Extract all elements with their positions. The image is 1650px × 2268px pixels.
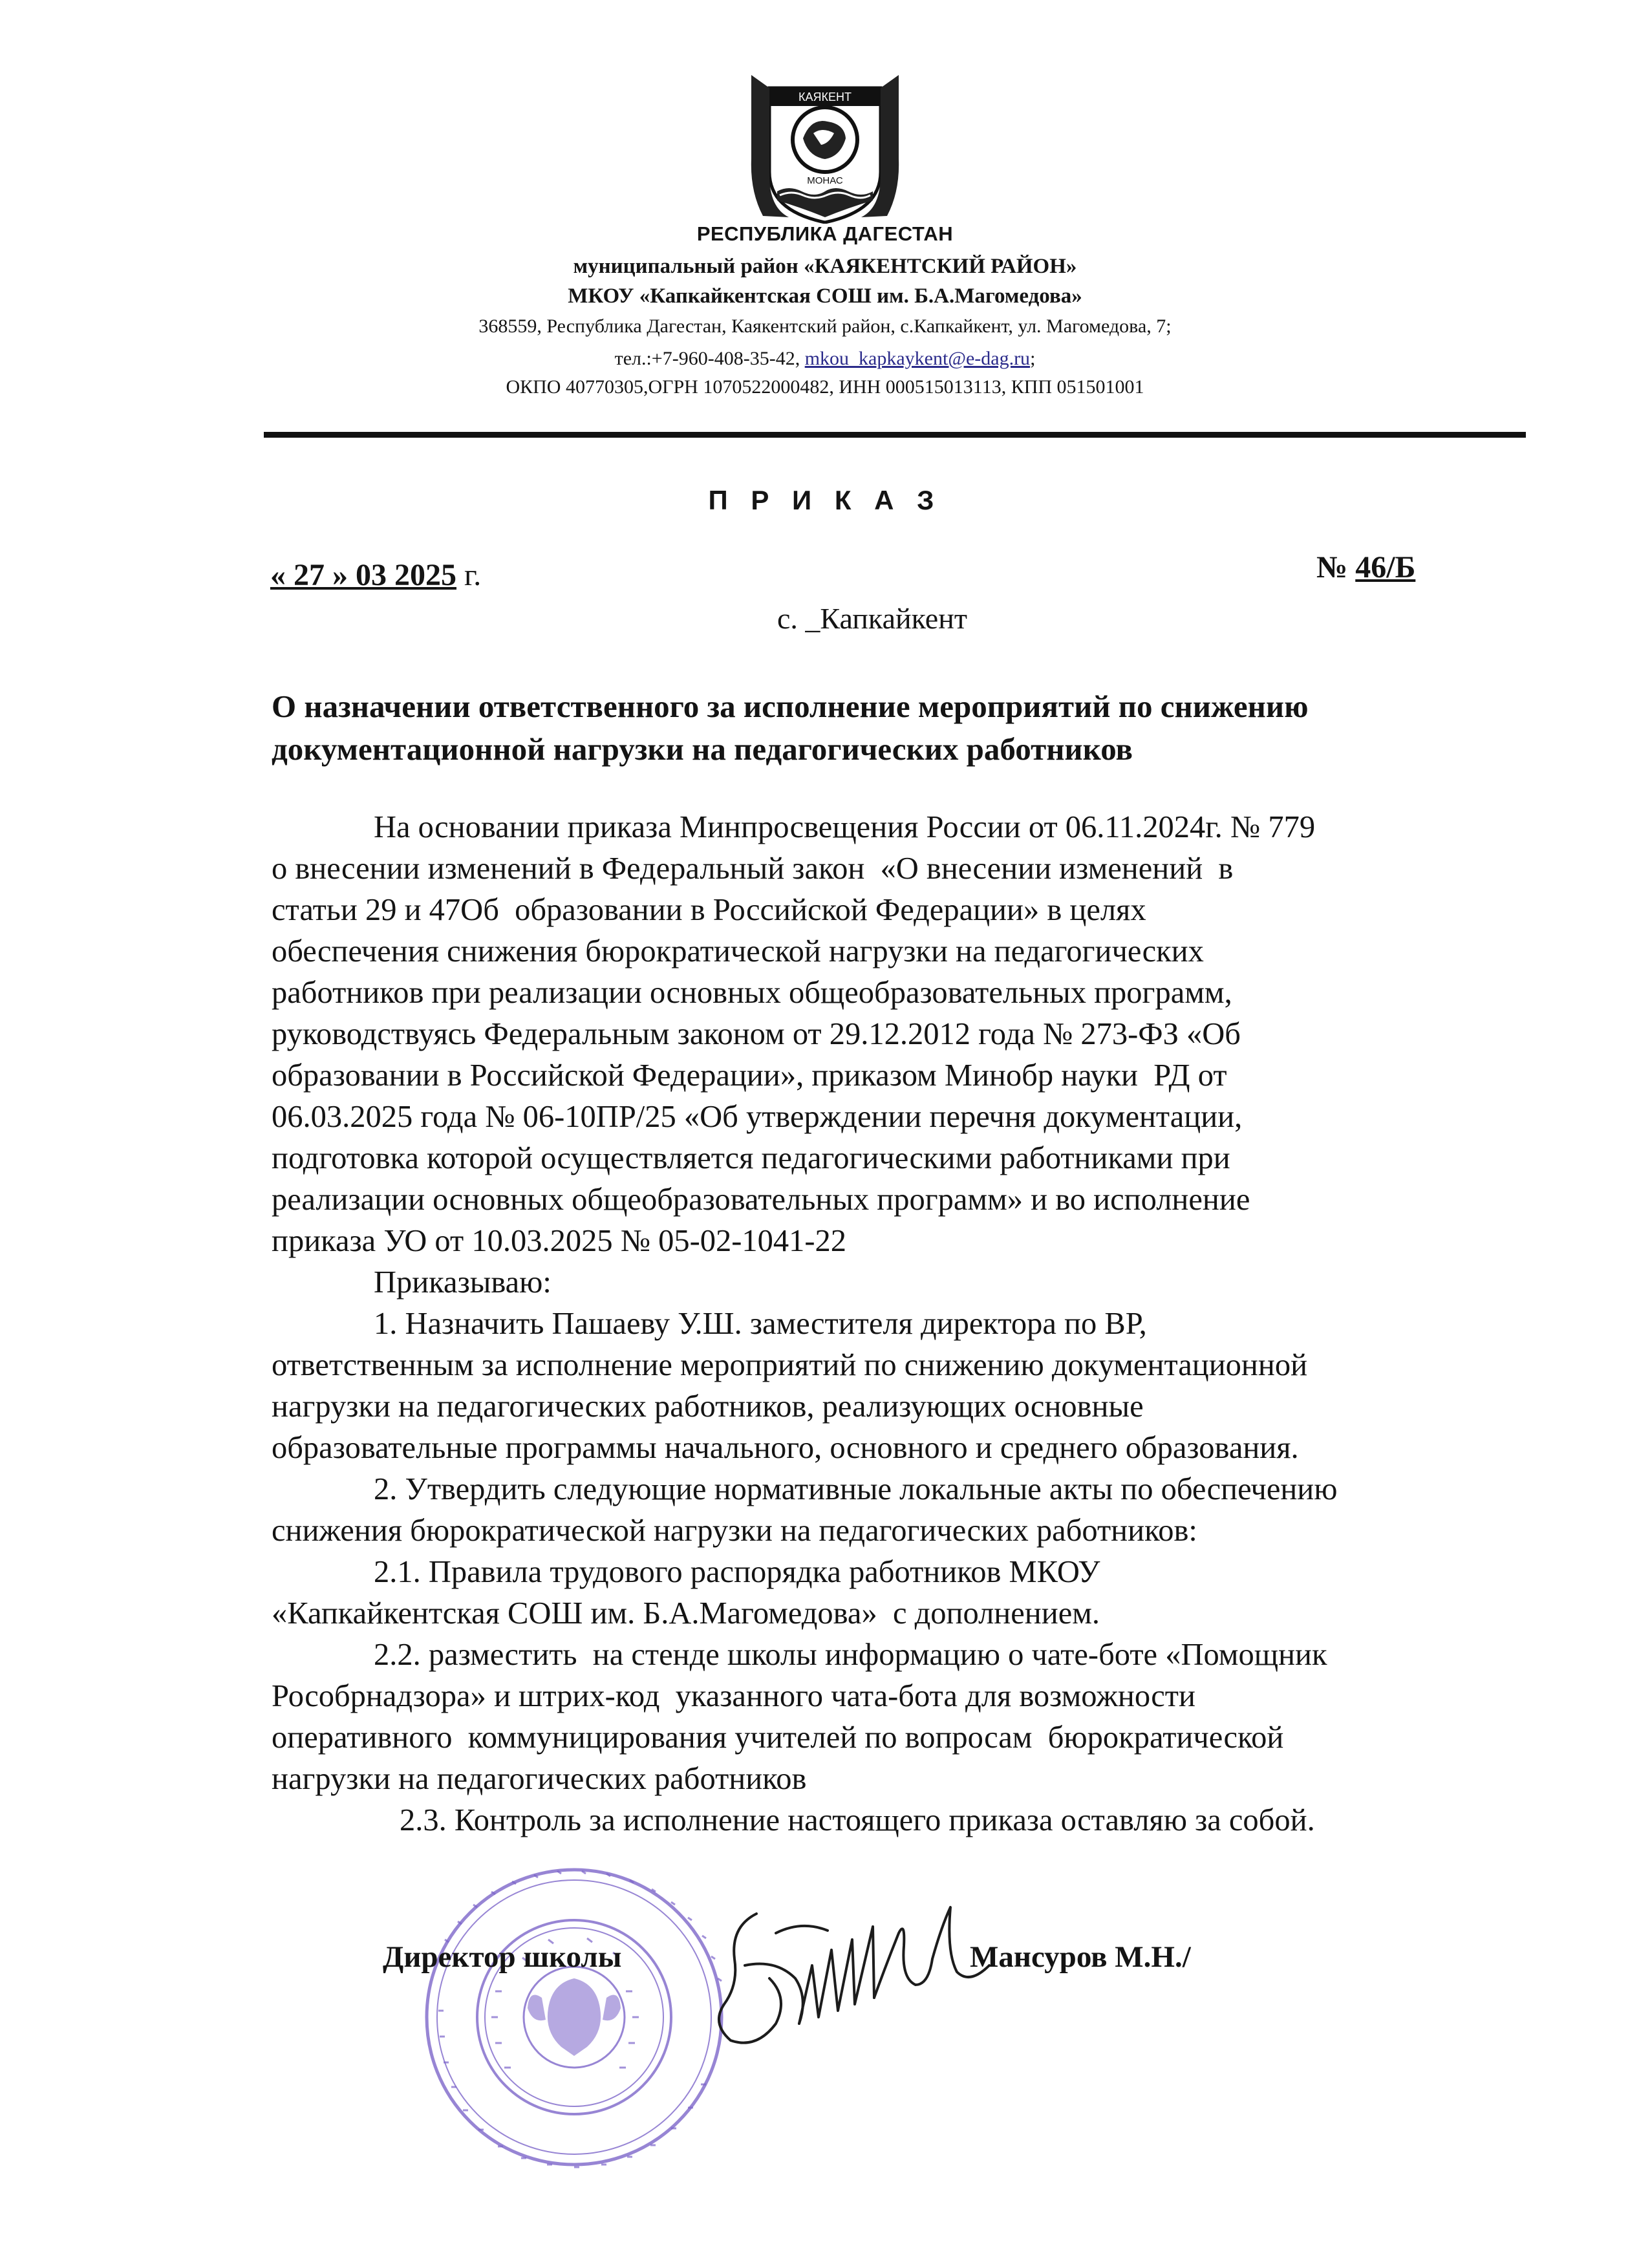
official-seal-stamp: [419, 1862, 729, 2172]
body-line: снижения бюрократической нагрузки на педагогических работников:: [272, 1514, 1197, 1548]
order-body: [272, 807, 1552, 1841]
republic-name: РЕСПУБЛИКА ДАГЕСТАН: [696, 222, 954, 245]
order-place: с. _Капкайкент: [777, 602, 967, 635]
body-line: нагрузки на педагогических работников: [272, 1762, 807, 1796]
body-line: На основании приказа Минпросвещения России от 06.11.2024г. № 779: [374, 810, 1316, 844]
order-title-line: О назначении ответственного за исполнение мероприятий по снижению: [272, 689, 1309, 724]
body-line: подготовка которой осуществляется педагогическими работниками при: [272, 1141, 1230, 1175]
email-link[interactable]: mkou_kapkaykent@e-dag.ru: [804, 348, 1031, 369]
body-line: 1. Назначить Пашаеву У.Ш. заместителя директора по ВР,: [374, 1307, 1147, 1341]
body-line: приказа УО от 10.03.2025 № 05-02-1041-22: [272, 1224, 847, 1258]
director-title: Директор школы: [383, 1940, 622, 1974]
coat-of-arms-emblem: [744, 62, 906, 224]
school-contacts: [0, 348, 1650, 370]
order-number-value: 46/Б: [1355, 550, 1416, 584]
district-name: муниципальный район «КАЯКЕНТСКИЙ РАЙОН»: [573, 255, 1077, 278]
order-date-suffix: г.: [456, 558, 482, 592]
body-line: о внесении изменений в Федеральный закон «О внесении изменений в: [272, 851, 1234, 886]
body-line: «Капкайкентская СОШ им. Б.А.Магомедова» с дополнением.: [272, 1596, 1100, 1631]
order-date-value: « 27 » 03 2025: [270, 558, 456, 592]
order-date: [270, 557, 481, 593]
svg-text:МОНАС: МОНАС: [807, 175, 843, 186]
body-line: ответственным за исполнение мероприятий по снижению документационной: [272, 1348, 1308, 1382]
order-title: [272, 685, 1552, 771]
body-line: 2.1. Правила трудового распорядка работников МКОУ: [374, 1555, 1100, 1589]
body-line: реализации основных общеобразовательных программ» и во исполнение: [272, 1182, 1250, 1217]
body-line: Приказываю:: [374, 1265, 552, 1300]
document-heading: П Р И К А З: [708, 485, 942, 515]
body-line: оперативного коммуницирования учителей по вопросам бюрократической: [272, 1720, 1284, 1755]
director-name: Мансуров М.Н./: [970, 1940, 1191, 1974]
phone-number: тел.:+7-960-408-35-42,: [614, 348, 805, 369]
order-number-prefix: №: [1316, 550, 1356, 584]
body-line: образовании в Российской Федерации», приказом Минобр науки РД от: [272, 1058, 1227, 1093]
body-line: обеспечения снижения бюрократической нагрузки на педагогических: [272, 934, 1204, 968]
body-line: Рособрнадзора» и штрих-код указанного чата-бота для возможности: [272, 1679, 1195, 1713]
body-line: 2.2. разместить на стенде школы информацию о чате-боте «Помощник: [374, 1638, 1327, 1672]
school-address: 368559, Республика Дагестан, Каякентский район, с.Капкайкент, ул. Магомедова, 7;: [478, 316, 1172, 337]
body-line: образовательные программы начального, основного и среднего образования.: [272, 1431, 1299, 1465]
order-number: [1316, 550, 1415, 585]
body-line: 2.3. Контроль за исполнение настоящего приказа оставляю за собой.: [400, 1803, 1315, 1837]
order-title-line: документационной нагрузки на педагогических работников: [272, 731, 1133, 767]
svg-text:КАЯКЕНТ: КАЯКЕНТ: [798, 91, 852, 103]
header-divider: [264, 432, 1526, 438]
body-line: руководствуясь Федеральным законом от 29.12.2012 года № 273-ФЗ «Об: [272, 1017, 1241, 1051]
body-line: 2. Утвердить следующие нормативные локальные акты по обеспечению: [374, 1472, 1338, 1506]
body-line: 06.03.2025 года № 06-10ПР/25 «Об утверждении перечня документации,: [272, 1100, 1243, 1134]
registration-codes: ОКПО 40770305,ОГРН 1070522000482, ИНН 000515013113, КПП 051501001: [506, 376, 1144, 398]
body-line: работников при реализации основных общеобразовательных программ,: [272, 976, 1232, 1010]
email-suffix: ;: [1030, 348, 1036, 369]
body-line: статьи 29 и 47Об образовании в Российской Федерации» в целях: [272, 893, 1146, 927]
body-line: нагрузки на педагогических работников, реализующих основные: [272, 1389, 1144, 1424]
handwritten-signature: [685, 1888, 1022, 2069]
school-name: МКОУ «Капкайкентская СОШ им. Б.А.Магомедова»: [568, 284, 1082, 308]
